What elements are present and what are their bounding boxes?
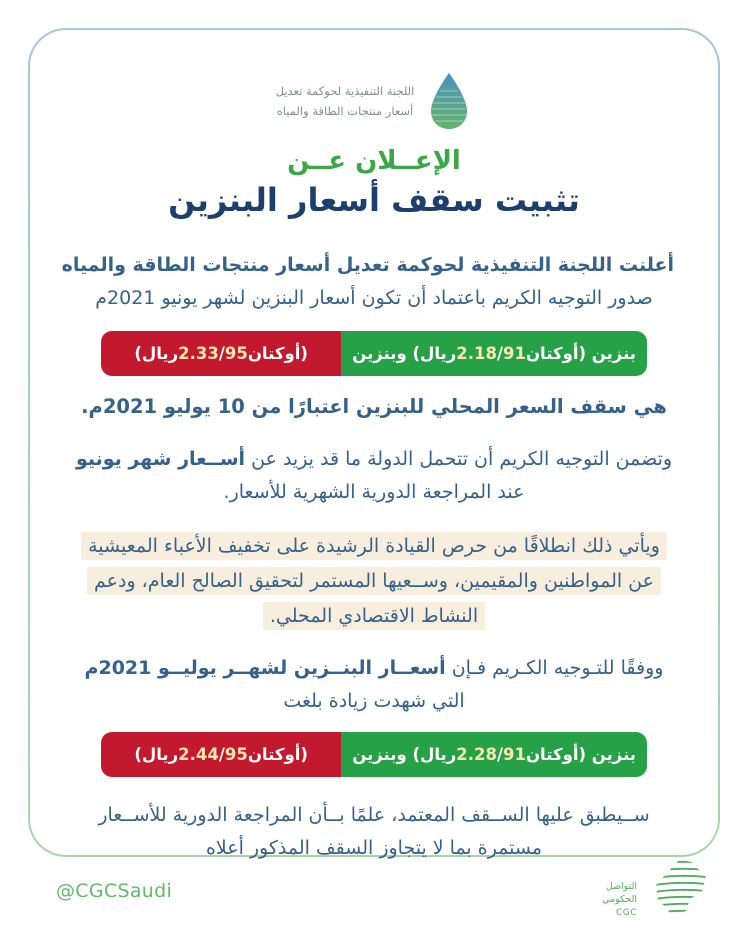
announcement-card xyxy=(28,28,720,857)
committee-name xyxy=(276,81,415,121)
closing-line2: مستمرة بما لا يتجاوز السقف المذكور أعلاه xyxy=(205,837,543,859)
cgc-logo-text xyxy=(602,881,637,927)
banner-text: ريال) xyxy=(134,344,179,363)
june-price-banner xyxy=(101,331,647,376)
announcement-kicker: الإعــلان عــن xyxy=(287,146,461,176)
june-91-price: 2.18 xyxy=(456,344,497,363)
banner-text: بنزين (أوكتان xyxy=(525,344,636,363)
cap-statement-line: هي سقف السعر المحلي للبنزين اعتبارًا من 10 يوليو 2021م. xyxy=(81,395,667,418)
closing-line1: ســيطبق عليها الســقف المعتمد، علمًا بــأن المراجعة الدورية للأســعار xyxy=(98,804,650,826)
june-octane91-price-segment xyxy=(341,331,647,376)
banner-text: ريال) xyxy=(134,745,179,764)
banner-separator: / xyxy=(218,745,225,764)
july-octane91-price-segment xyxy=(341,732,647,777)
octane-95-value: 95 xyxy=(224,344,248,363)
july-line2: التي شهدت زيادة بلغت xyxy=(283,690,465,712)
water-drop-icon xyxy=(426,71,472,131)
july-line1-emphasis: أسعــار البنــزين لشهــر يوليــو 2021م xyxy=(84,657,446,679)
july-paragraph xyxy=(74,652,674,718)
rationale-line2-text: عن المواطنين والمقيمين، وســعيها المستمر لتحقيق الصالح العام، ودعم xyxy=(87,567,661,595)
cgc-logo xyxy=(602,855,712,927)
banner-separator: / xyxy=(496,745,503,764)
cap-statement xyxy=(74,390,674,423)
closing-paragraph xyxy=(74,799,674,865)
july-91-price: 2.28 xyxy=(456,745,497,764)
intro-line1: أعلنت اللجنة التنفيذية لحوكمة تعديل أسعار منتجات الطاقة والمياه xyxy=(61,254,674,276)
banner-text: ريال) وبنزين xyxy=(352,745,457,764)
cgc-text-line2: الحكومي xyxy=(602,894,637,906)
saudi-map-icon xyxy=(642,855,712,927)
banner-separator: / xyxy=(218,344,225,363)
rationale-line1 xyxy=(74,529,674,564)
banner-text: (أوكتان xyxy=(247,745,308,764)
commitment-line1-emphasis: أســعار شهر يونيو xyxy=(75,448,246,470)
banner-text: (أوكتان xyxy=(247,344,308,363)
octane-91-value: 91 xyxy=(502,745,526,764)
commitment-line2: عند المراجعة الدورية الشهرية للأسعار. xyxy=(223,481,525,503)
rationale-line3 xyxy=(74,599,674,634)
july-95-price: 2.44 xyxy=(178,745,219,764)
intro-paragraph xyxy=(61,249,674,315)
commitment-paragraph xyxy=(74,443,674,509)
banner-text: بنزين (أوكتان xyxy=(525,745,636,764)
page-title: تثبيت سقف أسعار البنزين xyxy=(168,181,580,219)
july-price-banner xyxy=(101,732,647,777)
octane-91-value: 91 xyxy=(502,344,526,363)
octane-95-value: 95 xyxy=(224,745,248,764)
intro-line2: صدور التوجيه الكريم باعتماد أن تكون أسعار البنزين لشهر يونيو 2021م xyxy=(95,287,653,309)
rationale-line3-text: النشاط الاقتصادي المحلي. xyxy=(263,602,485,630)
rationale-paragraph xyxy=(74,529,674,634)
commitment-line1-text: وتضمن التوجيه الكريم أن تتحمل الدولة ما قد يزيد عن xyxy=(245,448,673,470)
july-line1-text: ووفقًا للتـوجيه الكـريم فـإن xyxy=(445,657,664,679)
card-body xyxy=(30,30,718,859)
july-line1 xyxy=(74,652,674,685)
july-octane95-price-segment xyxy=(101,732,341,777)
cgc-text-line1: التواصل xyxy=(605,881,637,893)
committee-brand xyxy=(74,70,674,132)
june-octane95-price-segment xyxy=(101,331,341,376)
social-handle[interactable]: @CGCSaudi xyxy=(56,880,173,902)
june-95-price: 2.33 xyxy=(178,344,219,363)
committee-name-line1: اللجنة التنفيذية لحوكمة تعديل xyxy=(275,83,415,98)
committee-name-line2: أسعار منتجات الطاقة والمياه xyxy=(276,104,414,118)
commitment-line1 xyxy=(74,443,674,476)
rationale-line1-text: ويأتي ذلك انطلاقًا من حرص القيادة الرشيدة على تخفيف الأعباء المعيشية xyxy=(81,532,667,560)
cgc-text-line3: CGC xyxy=(615,907,637,918)
banner-separator: / xyxy=(496,344,503,363)
banner-text: ريال) وبنزين xyxy=(352,344,457,363)
rationale-line2 xyxy=(74,564,674,599)
